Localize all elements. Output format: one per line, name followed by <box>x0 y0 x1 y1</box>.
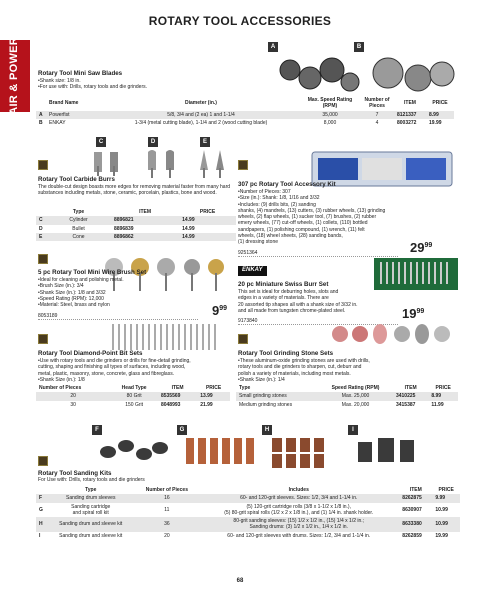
carbide-description: The double-cut design boasts more edges for removing material faster from many hard substances including metals, stone, ceramic, porcelain, plastics, bone and wood. <box>38 184 231 197</box>
sanding-subheading: For Use with: Drills, rotary tools and die grinders <box>38 477 145 483</box>
swiss-burr-image <box>372 254 462 294</box>
brand-badge-icon <box>38 334 48 344</box>
image-label-a: A <box>268 42 278 52</box>
image-label-i: I <box>348 425 358 435</box>
table-row: Medium grinding stones Max. 20,000 3415387 11.99 <box>239 401 444 408</box>
wire-brush-price: $9^{99}$ <box>212 303 228 318</box>
table-row: D Bullet 8896839 14.99 <box>39 225 195 232</box>
diamond-bullets: •Use with rotary tools and die grinders or drills for fine-detail grinding, cutting, shaping and finishing all types of surfaces, including wood, metal, plastic, masonry, stone, concrete, glass and fibreglass. •Shank Size (in.): 1/8 <box>38 358 191 383</box>
wire-brush-sku: 8053189 <box>38 313 198 320</box>
saw-blades-table: Brand Name Diameter (in.) Max. Speed Rating (RPM) Number of Pieces ITEM PRICE A Powerfist 5/8, 3/4 and (2 ea) 1 and 1-1/4 35,000 7 8121337 8.99 B ENKAY 1-3/4 (metal cutting blade), 1-1/4 and 2 (wood cutting blade) 8,000 4 8003272 19.99 <box>36 96 454 127</box>
saw-blades-bullet: •Shank size: 1/8 in. <box>38 78 81 84</box>
grinding-heading: Rotary Tool Grinding Stone Sets <box>238 350 334 357</box>
table-row: Small grinding stones Max. 25,000 3410225 8.99 <box>236 392 458 400</box>
page-number: 68 <box>236 578 244 584</box>
table-row: G Sanding cartridge and spiral roll kit 11 (5) 120-grit cartridge rolls (3/8 x 1-1/2 x 1/8 in.), (5) 80-grit spiral rolls (1/2 x 2 x 1/8 in.), and (1) 1/4 in. shank holder. 8630907 10.99 <box>39 503 448 516</box>
diamond-table: Number of Pieces Head Type ITEM PRICE 20 80 Grit 8535569 13.99 30 150 Grit 8048993 21.99 <box>36 384 230 409</box>
table-row: I Sanding drum and sleeve kit 20 60- and 120-grit sleeves with drums. Sizes: 1/2, 3/4 and 1-1/4 in. 8262859 19.99 <box>39 532 448 539</box>
page-title: ROTARY TOOL ACCESSORIES <box>148 14 332 28</box>
grinding-table: Type Speed Rating (RPM) ITEM PRICE Small grinding stones Max. 25,000 3410225 8.99 Medium grinding stones Max. 20,000 3415387 11.99 <box>236 384 458 409</box>
kit-heading: 307 pc Rotary Tool Accessory Kit <box>238 181 336 188</box>
carbide-table: Type ITEM PRICE C Cylinder 8896821 14.99 D Bullet 8896839 14.99 E Cone 8896862 14.99 <box>36 208 236 241</box>
sidebar-label: AIR & POWER <box>8 37 21 115</box>
brand-badge-icon <box>238 334 248 344</box>
brand-badge-icon <box>38 456 48 466</box>
swiss-burr-sku: 9173840 <box>238 318 398 325</box>
image-label-b: B <box>354 42 364 52</box>
saw-blades-image <box>270 48 460 98</box>
table-row: E Cone 8896862 14.99 <box>36 233 236 241</box>
table-row: C Cylinder 8896821 14.99 <box>36 216 236 224</box>
image-label-g: G <box>177 425 187 435</box>
brand-badge-icon <box>238 160 248 170</box>
image-label-h: H <box>262 425 272 435</box>
sanding-table: Type Number of Pieces Includes ITEM PRICE F Sanding drum sleeves 16 60- and 120-grit sleeves. Sizes: 1/2, 3/4 and 1-1/4 in. 8262875 9.99 G Sanding cartridge and spiral roll kit 11 (5) 120-grit cartridge rolls (3/8 x 1-1/2 x 1/8 in.), (5) 80-grit spiral rolls (1/2 x 2 x 1/8 in.), and (1) 1/4 in. shank holder. 8630907 10.99 H Sanding drum and sleeve kit 36 80-grit sanding sleeves: (15) 1/2 x 1/2 in., (15) 1/4 x 1/2 in.; Sanding drums: (3) 1/2 x 1/2 in., 1/4 x 1/2 in. 8633380 10.99 I Sanding drum and sleeve kit 20 60- and 120-grit sleeves with drums. Sizes: 1/2, 3/4 and 1-1/4 in. 8262859 19.99 <box>36 486 460 540</box>
brand-badge-icon <box>38 160 48 170</box>
sanding-heading: Rotary Tool Sanding Kits <box>38 470 112 477</box>
enkay-logo: ENKAY <box>238 266 267 276</box>
saw-blades-heading: Rotary Tool Mini Saw Blades <box>38 70 123 77</box>
wire-brush-bullets: •Ideal for cleaning and polishing metal. •Brush Size (in.): 3/4 •Shank Size (in.): 1/8 and 3/32 •Speed Rating (RPM): 12,000 •Material: Steel, brass and nylon <box>38 277 124 308</box>
table-row: F Sanding drum sleeves 16 60- and 120-grit sleeves. Sizes: 1/2, 3/4 and 1-1/4 in. 8262875 9.99 <box>36 494 460 502</box>
grinding-bullets: •These aluminum-oxide grinding stones are used with drills, rotary tools and die grinders to sharpen, cut, deburr and polish a variety of materials, including most metals. •Shank Size (in.): 1/4 <box>238 358 370 383</box>
image-label-c: C <box>96 137 106 147</box>
table-row: B ENKAY 1-3/4 (metal cutting blade), 1-1/4 and 2 (wood cutting blade) 8,000 4 8003272 19.99 <box>39 119 442 126</box>
table-row: 30 150 Grit 8048993 21.99 <box>70 401 213 408</box>
image-label-e: E <box>200 137 210 147</box>
saw-blades-bullet: •For use with: Drills, rotary tools and die grinders. <box>38 84 148 90</box>
kit-bullets: •Number of Pieces: 307 •Size (in.): Shank: 1/8, 1/16 and 3/32 •Includes: (9) drills bits, (2) sanding shanks, (4) mandrels, (13) cutters, (3) rubber wheels, (13) grinding wheels, (2) flap wheels, (1) sucker tool, (7) brushes, (2) rubber emery wheels, (77) cut-off wheels, (1) collets, (110) bottled sandpapers, (1) polishing compound, (1) wrench, (11) felt wheels, (18) wheel sheets, (28) sanding bands, (1) dressing stone <box>238 189 386 245</box>
image-label-d: D <box>148 137 158 147</box>
sanding-kits-image <box>96 428 466 470</box>
brand-badge-icon <box>38 254 48 264</box>
table-row: A Powerfist 5/8, 3/4 and (2 ea) 1 and 1-1/4 35,000 7 8121337 8.99 <box>36 111 454 119</box>
swiss-burr-price: $19^{99}$ <box>402 306 425 321</box>
swiss-burr-desc: This set is ideal for deburring holes, slots and edges in a variety of materials. There are 20 assorted tip shapes all with a shank size of 3/32 in. and all made from tungsten chrome-plated steel. <box>238 289 358 314</box>
table-row: 20 80 Grit 8535569 13.99 <box>36 392 230 400</box>
table-row: H Sanding drum and sleeve kit 36 80-grit sanding sleeves: (15) 1/2 x 1/2 in., (15) 1/4 x 1/2 in.; Sanding drums: (3) 1/2 x 1/2 in., 1/4 x 1/2 in. 8633380 10.99 <box>36 517 460 532</box>
wire-brush-heading: 5 pc Rotary Tool Mini Wire Brush Set <box>38 269 147 276</box>
swiss-burr-heading: 20 pc Miniature Swiss Burr Set <box>238 281 329 288</box>
carbide-burrs-image <box>90 148 240 178</box>
diamond-bits-image <box>110 322 230 352</box>
diamond-heading: Rotary Tool Diamond-Point Bit Sets <box>38 350 143 357</box>
kit-sku: 9251364 <box>238 250 398 257</box>
carbide-heading: Rotary Tool Carbide Burrs <box>38 176 115 183</box>
kit-price: $29^{99}$ <box>410 240 433 255</box>
grinding-stones-image <box>330 320 460 350</box>
image-label-f: F <box>92 425 102 435</box>
category-sidebar-tab <box>0 37 30 115</box>
